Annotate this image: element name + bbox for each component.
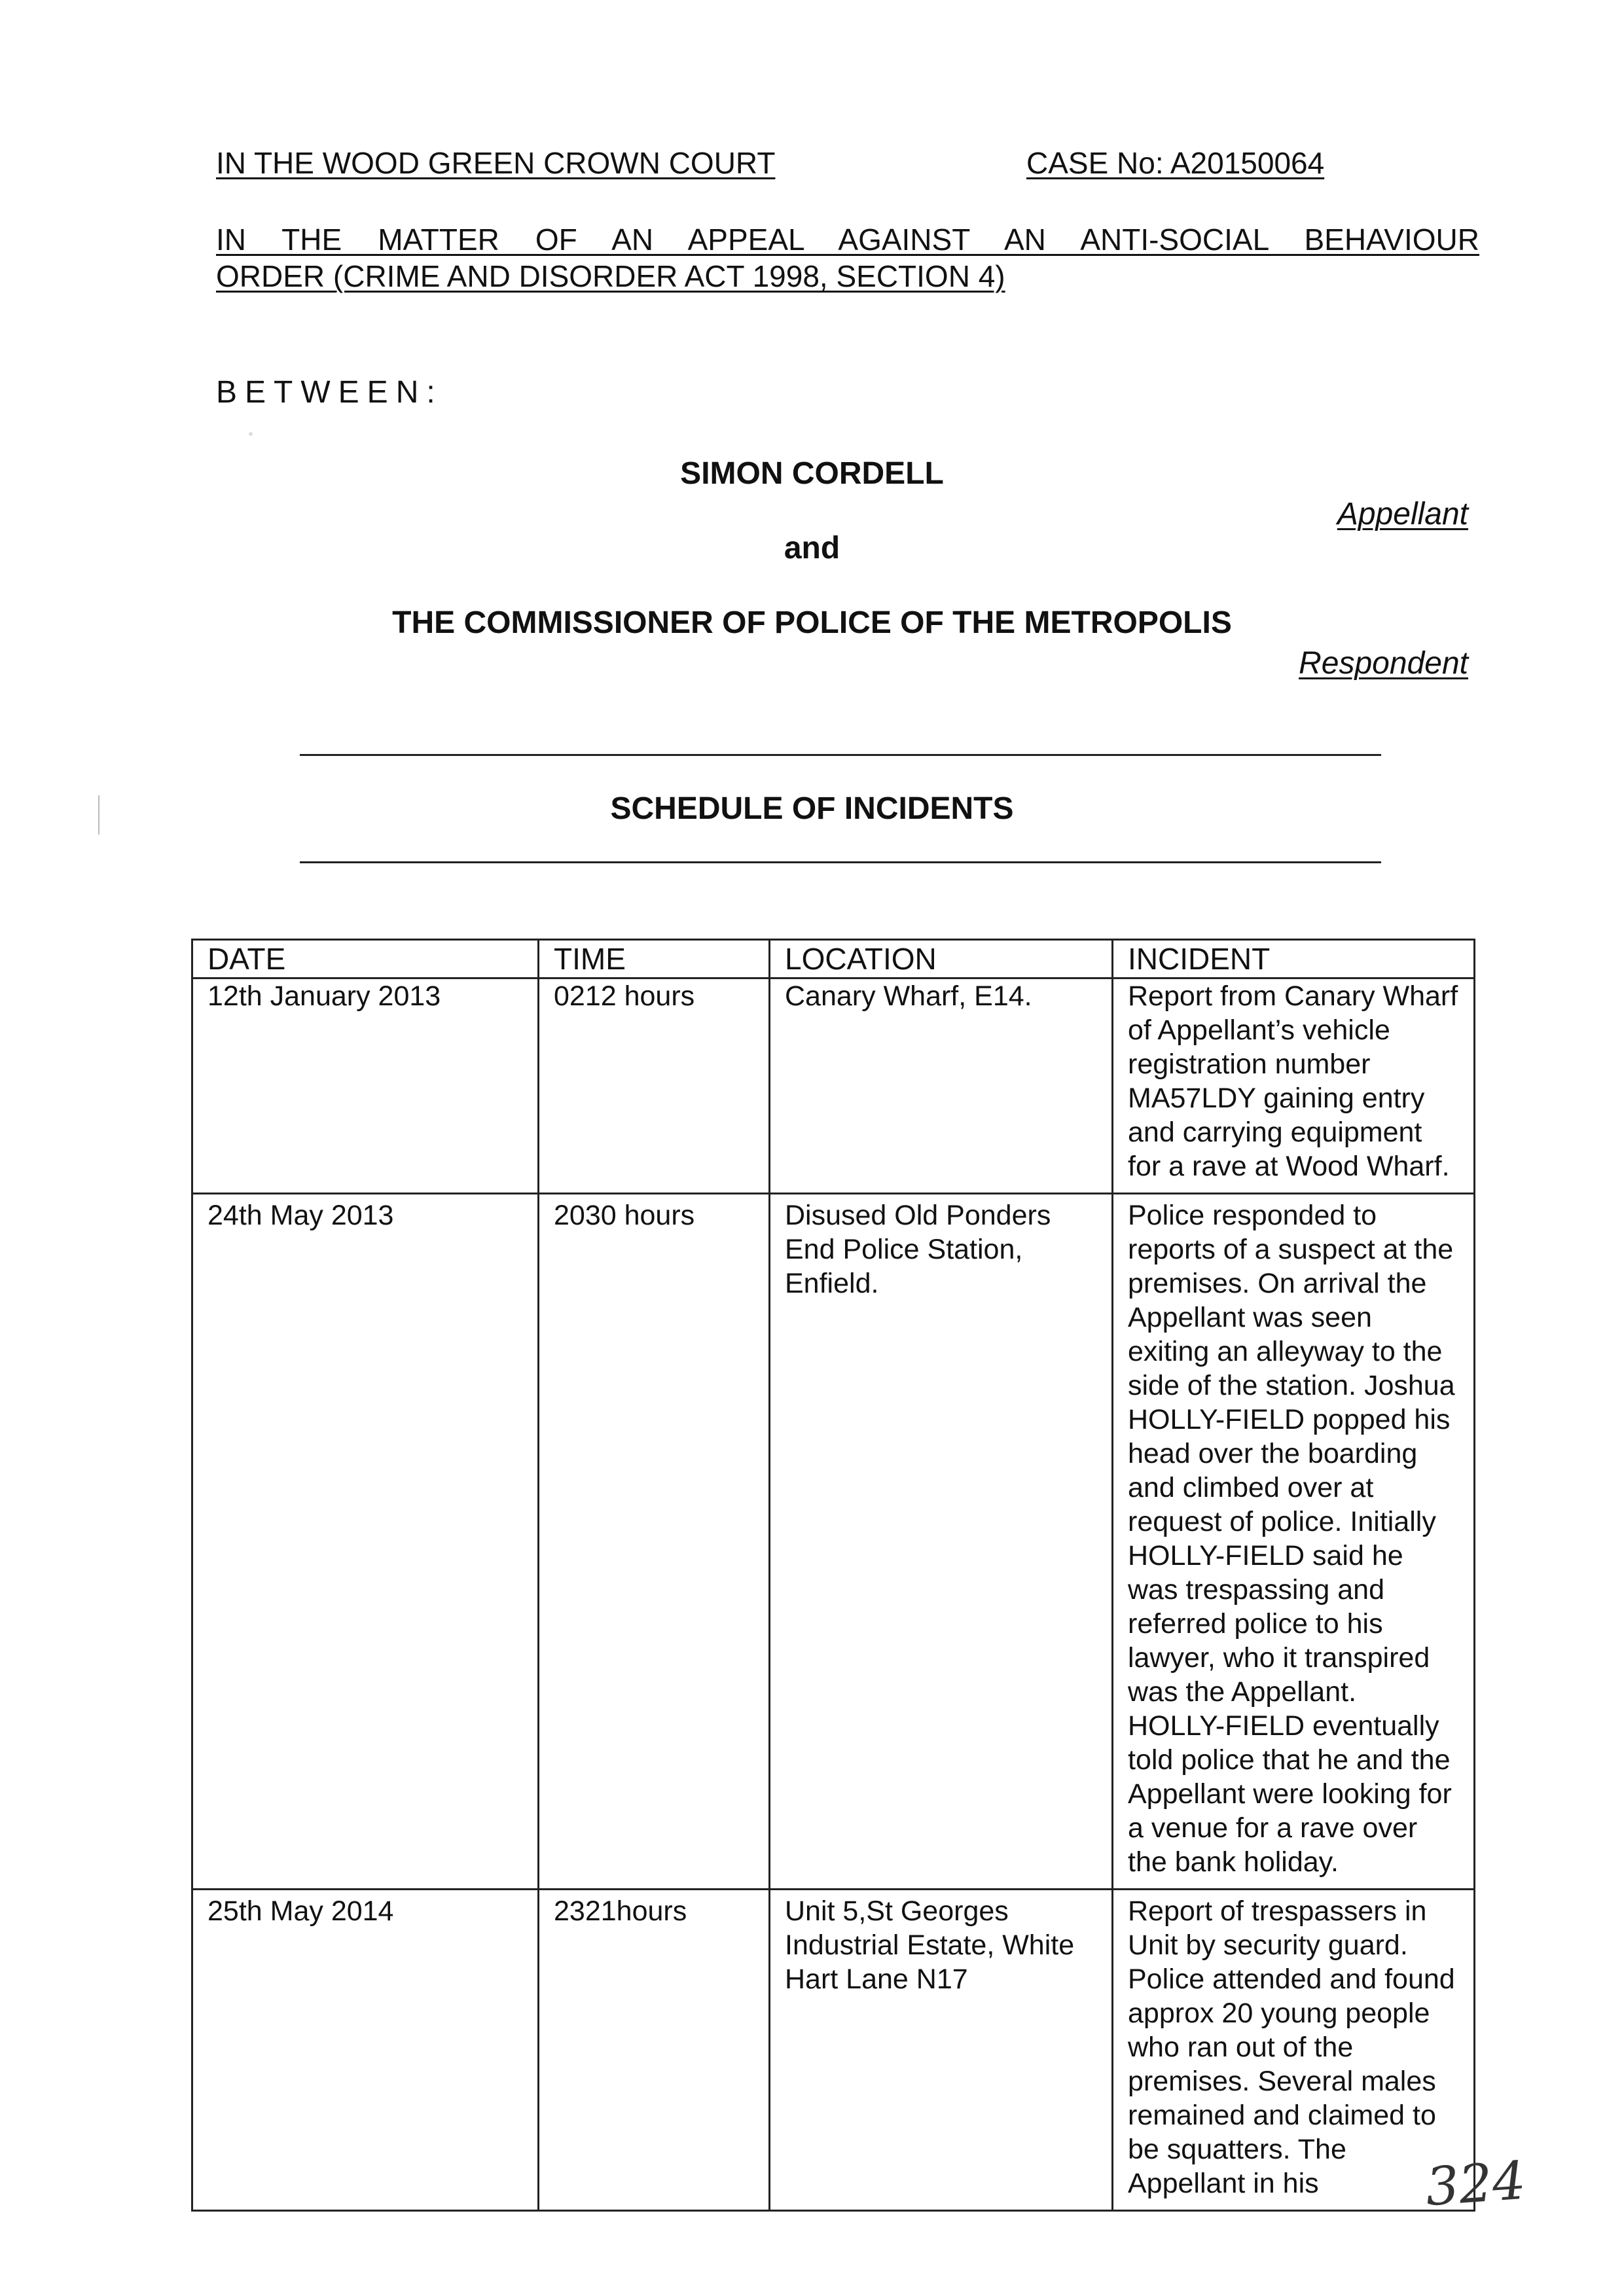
handwritten-page-number: 324 xyxy=(1424,2149,1528,2218)
top-rule xyxy=(300,754,1381,756)
court-name: IN THE WOOD GREEN CROWN COURT xyxy=(216,146,776,180)
table-header-row xyxy=(192,940,1475,978)
header-time: TIME xyxy=(539,940,770,978)
scan-speck xyxy=(249,432,253,436)
bottom-rule xyxy=(300,861,1381,863)
case-number: CASE No: A20150064 xyxy=(1026,146,1325,180)
cell-incident: Report from Canary Wharf of Appellant’s vehicle registration number MA57LDY gaining entry and carrying equipment for a rave at Wood Wharf. xyxy=(1113,978,1475,1194)
header-location: LOCATION xyxy=(770,940,1113,978)
cell-time: 0212 hours xyxy=(539,978,770,1194)
cell-date: 24th May 2013 xyxy=(192,1194,539,1890)
header-incident: INCIDENT xyxy=(1113,940,1475,978)
matter-line-1: IN THE MATTER OF AN APPEAL AGAINST AN ANTI-SOCIAL BEHAVIOUR xyxy=(216,223,1479,257)
cell-location: Disused Old Ponders End Police Station, Enfield. xyxy=(770,1194,1113,1890)
appellant-name: SIMON CORDELL xyxy=(680,456,944,491)
incidents-table xyxy=(191,939,1475,2212)
respondent-name: THE COMMISSIONER OF POLICE OF THE METROPOLIS xyxy=(392,605,1232,640)
appellant-role: Appellant xyxy=(1337,497,1468,531)
matter-line-2: ORDER (CRIME AND DISORDER ACT 1998, SECTION 4) xyxy=(216,259,1005,293)
table-row xyxy=(192,1194,1475,1890)
header-date: DATE xyxy=(192,940,539,978)
table-row xyxy=(192,1890,1475,2211)
cell-date: 25th May 2014 xyxy=(192,1890,539,2211)
cell-time: 2030 hours xyxy=(539,1194,770,1890)
cell-incident: Report of trespassers in Unit by security guard. Police attended and found approx 20 young people who ran out of the premises. Several males remained and claimed to be squatters. The Appellant in his xyxy=(1113,1890,1475,2211)
schedule-title: SCHEDULE OF INCIDENTS xyxy=(610,791,1014,826)
respondent-role: Respondent xyxy=(1299,646,1468,681)
table-row xyxy=(192,978,1475,1194)
and-label: and xyxy=(784,531,840,565)
cell-date: 12th January 2013 xyxy=(192,978,539,1194)
cell-time: 2321hours xyxy=(539,1890,770,2211)
cell-location: Unit 5,St Georges Industrial Estate, White Hart Lane N17 xyxy=(770,1890,1113,2211)
cell-incident: Police responded to reports of a suspect at the premises. On arrival the Appellant was seen exiting an alleyway to the side of the station. Joshua HOLLY-FIELD popped his head over the boarding and climbed over at request of police. Initially HOLLY-FIELD said he was trespassing and referred police to his lawyer, who it transpired was the Appellant. HOLLY-FIELD eventually told police that he and the Appellant were looking for a venue for a rave over the bank holiday. xyxy=(1113,1194,1475,1890)
between-label: BETWEEN: xyxy=(216,375,443,410)
cell-location: Canary Wharf, E14. xyxy=(770,978,1113,1194)
matter-heading xyxy=(216,221,1479,295)
